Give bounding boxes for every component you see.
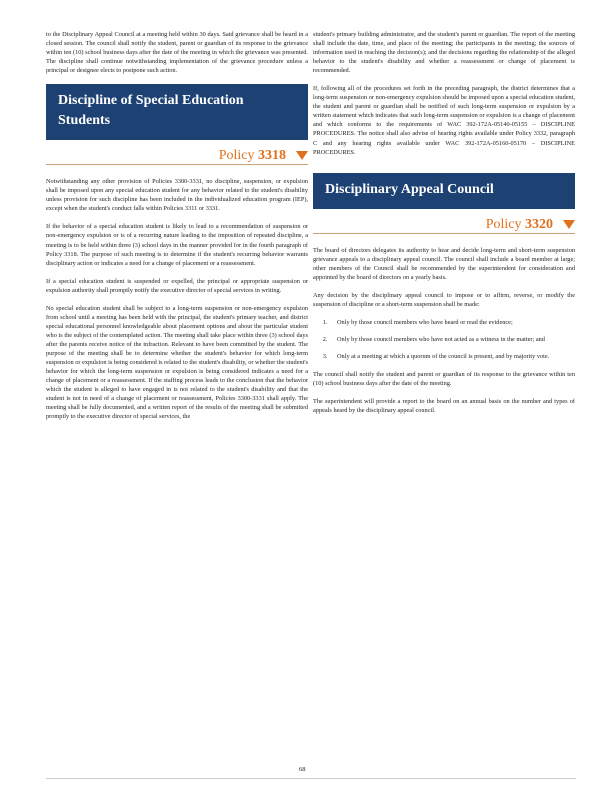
- body-paragraph: Any decision by the disciplinary appeal council to impose or to affirm, reverse, or modify the suspension of discipline or a short-term suspension shall be made:: [313, 291, 575, 308]
- intro-paragraph: to the Disciplinary Appeal Council at a meeting held within 30 days. Said grievance shall be heard in a closed session. The council shall notify the student, parent or guardian of its response to the grievance within ten (10) school business days after the date of the meeting in which the grievance was presented. The discipline shall continue notwithstanding implementation of the grievance procedure unless a principal or designee elects to postpone such action.: [46, 31, 308, 75]
- triangle-down-icon: [563, 220, 575, 229]
- list-item: 1. Only by those council members who have heard or read the evidence;: [329, 318, 575, 327]
- body-paragraph: The council shall notify the student and parent or guardian of its response to the grievance within ten (10) school business days after the date of the meeting.: [313, 371, 575, 388]
- footer-divider: [46, 778, 576, 779]
- body-paragraph: The board of directors delegates its authority to hear and decide long-term and short-term suspension grievance appeals to a disciplinary appeal council. The council shall include a board member at large; other members of the Council shall be recommended by the superintendent for consideration and appointed by the board of directors on a yearly basis.: [313, 246, 575, 281]
- policy-reference-3320: [313, 215, 575, 234]
- body-paragraph: If the behavior of a special education student is likely to lead to a recommendation of suspension or non-emergency expulsion or is of a recurring nature leading to the imposition of repeated discipline, a meeting is to be held within three (3) school days in the manner provided for in the fourth paragraph of Policy 3318. The purpose of such meeting is to determine if the student's recurring behavior warrants disciplinary action or indicates a need for a change of placement or a reassessment.: [46, 223, 308, 267]
- body-paragraph: No special education student shall be subject to a long-term suspension or non-emergency expulsion from school until a meeting has been held with the principal, the student's primary teacher, and district special educational personnel knowledgeable about placement options and about the particular student who is the subject of the contemplated action. The meeting shall take place within three (3) school days after the parents receive notice of the infraction. Relevant to have been committed by the student. The purpose of the meeting shall be to determine whether the student's behavior for which long-term suspension or expulsion is being considered is related to the student's disability, or whether the student's behavior for which the long-term suspension or expulsion is being considered indicates a need for a change of placement or a reassessment. If the staffing process leads to the conclusion that the behavior which the student is alleged to have engaged in is not related to the student's disability and that the student is not in need of a change of placement or reassessment, Policies 3300-3331 shall apply. The meeting shall be fully documented, and a written report of the results of the meeting shall be submitted promptly to the executive director of special services, the: [46, 304, 308, 421]
- body-paragraph: Notwithstanding any other provision of Policies 3300-3331, no discipline, suspension, or expulsion shall be imposed upon any special education student for any behavior related to the student's disability unless provision for such discipline has been included in the individualized education program (IEP), except when the student's conduct falls within Policies 3311 or 3331.: [46, 178, 308, 213]
- section-heading-appeal-council: [313, 173, 575, 209]
- triangle-down-icon: [296, 151, 308, 160]
- list-item: 3. Only at a meeting at which a quorum of the council is present, and by majority vote.: [329, 352, 575, 361]
- body-paragraph: student's primary building administrator, and the student's parent or guardian. The report of the meeting shall include the date, time, and place of the meeting; the participants in the meeting; the sources of information used in reaching the decision(s); and the decisions regarding the relationship of the alleged behavior to the student's disability and whether a reassessment or change of placement is recommended.: [313, 31, 575, 75]
- page-number: 68: [299, 766, 306, 773]
- section-heading-special-education: [46, 84, 308, 140]
- right-column: [313, 30, 575, 424]
- list-item: 2. Only by those council members who have not acted as a witness in the matter; and: [329, 335, 575, 344]
- policy-label: Policy 3320: [485, 216, 553, 232]
- section-title: Discipline of Special Education Students: [58, 93, 244, 129]
- policy-number: 3320: [525, 216, 553, 232]
- body-paragraph: If, following all of the procedures set forth in the preceding paragraph, the district determines that a long-term suspension or non-emergency expulsion should be imposed upon a special education student, the student and parent or guardian shall be notified of such long-term suspension or expulsion by a written statement which indicates that such long-term suspension or expulsion is a change of placement and which conforms to the requirements of WAC 392-172A-05140-05155 – DISCIPLINE PROCEDURES. The notice shall also advise of hearing rights available under Policy 3332, paragraph C and any hearing rights available under WAC 392-172A-05160-05170 – DISCIPLINE PROCEDURES.: [313, 85, 575, 156]
- policy-label: Policy 3318: [218, 148, 286, 164]
- body-paragraph: The superintendent will provide a report to the board on an annual basis on the number and types of appeals heard by the disciplinary appeal council.: [313, 398, 575, 415]
- policy-number: 3318: [258, 148, 286, 164]
- section-title: Disciplinary Appeal Council: [325, 181, 494, 197]
- body-paragraph: If a special education student is suspended or expelled, the principal or appropriate suspension or expulsion authority shall promptly notify the executive director of special services in writing.: [46, 277, 308, 294]
- conditions-list: [313, 318, 575, 361]
- policy-reference-3318: [46, 146, 308, 165]
- left-column: [46, 30, 308, 430]
